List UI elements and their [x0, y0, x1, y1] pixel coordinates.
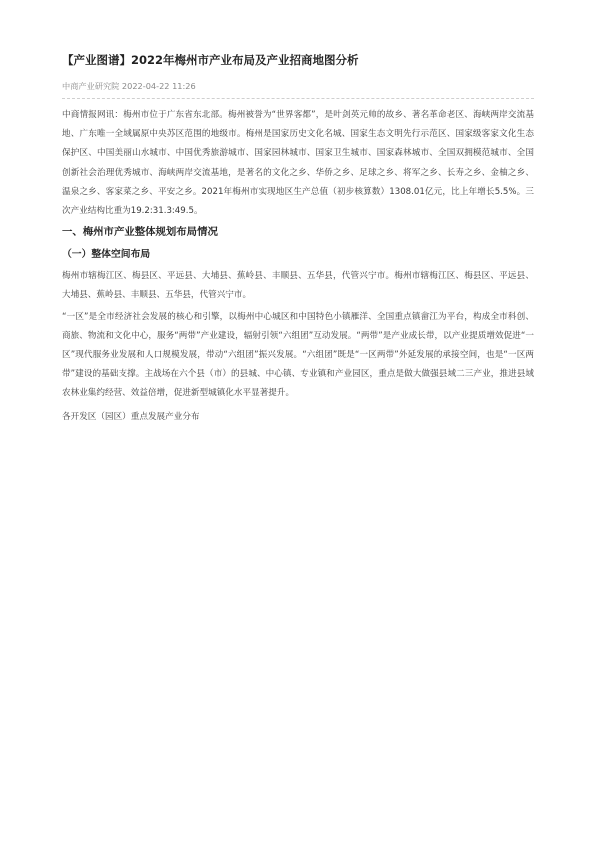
article-title: 【产业图谱】2022年梅州市产业布局及产业招商地图分析	[62, 53, 359, 67]
article	[62, 52, 534, 427]
subsection-heading-spatial-layout: （一）整体空间布局	[62, 249, 151, 261]
intro-paragraph: 中商情报网讯：梅州市位于广东省东北部。梅州被誉为“世界客都”，是叶剑英元帅的故乡、著名革命老区、海峡两岸交流基地、广东唯一全域属原中央苏区范围的地级市。梅州是国家历史文化名城、国家生态文明先行示范区、国家级客家文化生态保护区、中国美丽山水城市、中国优秀旅游城市、国家园林城市、国家卫生城市、国家森林城市、全国双拥模范城市、全国创新社会治理优秀城市、海峡两岸交流基地，是著名的文化之乡、华侨之乡、足球之乡、将军之乡、长寿之乡、金柚之乡、温泉之乡、客家菜之乡、平安之乡。2021年梅州市实现地区生产总值（初步核算数）1308.01亿元，比上年增长5.5%。三次产业结构比重为19.2:31.3:49.5。	[62, 110, 534, 217]
article-meta: 中商产业研究院 2022-04-22 11:26	[62, 80, 534, 99]
section-heading-industry-layout: 一、梅州市产业整体规划布局情况	[62, 226, 218, 239]
districts-paragraph: 梅州市辖梅江区、梅县区、平远县、大埔县、蕉岭县、丰顺县、五华县，代管兴宁市。梅州市辖梅江区、梅县区、平远县、大埔县、蕉岭县、丰顺县、五华县，代管兴宁市。	[62, 271, 534, 301]
parks-caption: 各开发区（园区）重点发展产业分布	[62, 411, 200, 422]
layout-paragraph: “一区”是全市经济社会发展的核心和引擎，以梅州中心城区和中国特色小镇雁洋、全国重点镇畲江为平台，构成全市科创、商旅、物流和文化中心，服务“两带”产业建设，辐射引领“六组团”互动发展。“两带”是产业成长带，以产业提质增效促进“一区”现代服务业发展和人口规模发展，带动“六组团”振兴发展。“六组团”既是“一区两带”外延发展的承接空间，也是“一区两带”建设的基础支撑。主战场在六个县（市）的县城、中心镇、专业镇和产业园区，重点是做大做强县域二三产业，推进县域农林业集约经营、效益倍增，促进新型城镇化水平显著提升。	[62, 311, 534, 399]
